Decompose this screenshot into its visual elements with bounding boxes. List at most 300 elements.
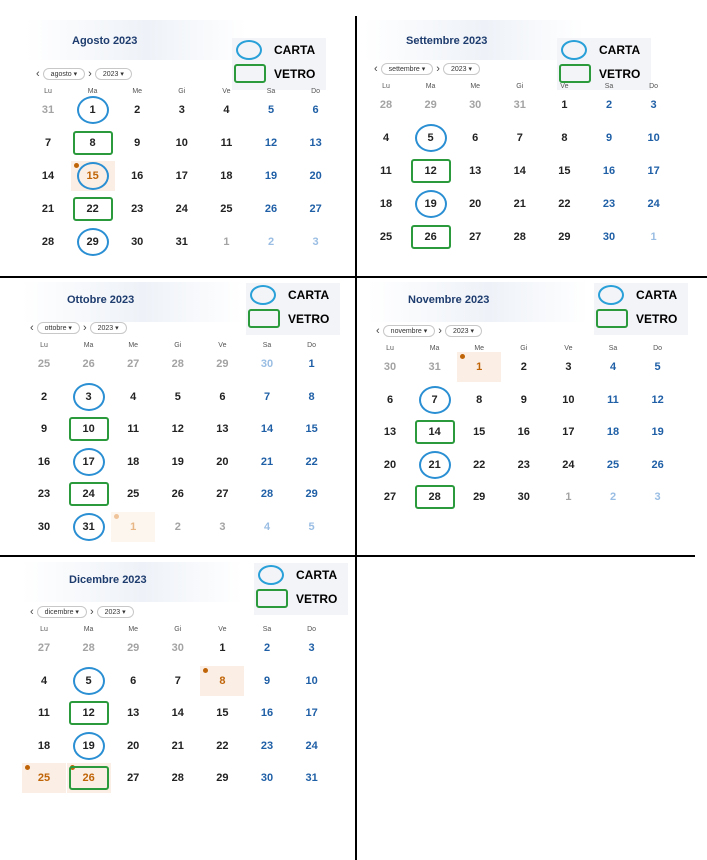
- day-cell[interactable]: [457, 450, 501, 480]
- day-number: 5: [85, 674, 92, 687]
- day-cell[interactable]: [67, 666, 111, 696]
- weekday-label: Do: [307, 626, 317, 633]
- day-cell[interactable]: [111, 731, 155, 761]
- day-number: 21: [260, 455, 274, 468]
- day-cell[interactable]: [364, 222, 408, 252]
- day-cell[interactable]: [111, 479, 155, 509]
- day-cell[interactable]: [632, 189, 676, 219]
- day-cell[interactable]: [591, 385, 635, 415]
- day-cell[interactable]: [546, 417, 590, 447]
- weekday-label: Sa: [262, 626, 272, 633]
- day-cell[interactable]: [156, 698, 200, 728]
- weekday-label: Sa: [604, 83, 614, 90]
- day-number: 19: [82, 739, 95, 752]
- chevron-right-icon[interactable]: ›: [88, 68, 92, 80]
- day-cell[interactable]: [290, 763, 334, 793]
- year-select[interactable]: [443, 63, 480, 75]
- weekday-label: Ve: [218, 342, 227, 349]
- day-number: 17: [562, 426, 575, 439]
- day-cell[interactable]: [457, 417, 501, 447]
- vetro-rectangle-icon: [256, 589, 288, 608]
- day-cell[interactable]: [587, 222, 631, 252]
- day-cell[interactable]: [290, 414, 334, 444]
- day-cell[interactable]: [591, 417, 635, 447]
- weekday-label: Ve: [560, 83, 569, 90]
- day-number: 13: [309, 137, 322, 149]
- day-cell[interactable]: [502, 417, 546, 447]
- day-number: 27: [469, 231, 482, 243]
- day-cell[interactable]: [156, 731, 200, 761]
- caret-down-icon: ▾: [468, 328, 474, 335]
- month-select[interactable]: [381, 63, 434, 75]
- day-number: 9: [263, 674, 271, 687]
- day-number: 4: [223, 104, 230, 116]
- year-select-value: 2023: [97, 325, 114, 332]
- day-number: 29: [424, 99, 437, 111]
- month-panel-dicembre: [22, 562, 352, 822]
- day-cell[interactable]: [67, 447, 111, 477]
- day-cell[interactable]: [200, 479, 244, 509]
- day-cell[interactable]: [591, 352, 635, 382]
- carta-circle-icon: [236, 40, 262, 60]
- day-cell[interactable]: [368, 352, 412, 382]
- day-number: 27: [216, 488, 229, 501]
- day-cell[interactable]: [204, 194, 248, 224]
- day-cell[interactable]: [26, 95, 70, 125]
- day-cell[interactable]: [364, 90, 408, 120]
- day-cell[interactable]: [294, 227, 338, 257]
- day-cell[interactable]: [632, 90, 676, 120]
- day-number: 11: [38, 707, 50, 720]
- day-cell[interactable]: [368, 482, 412, 512]
- day-cell[interactable]: [22, 698, 66, 728]
- chevron-left-icon[interactable]: ‹: [376, 325, 380, 337]
- day-cell[interactable]: [67, 731, 111, 761]
- day-cell[interactable]: [413, 385, 457, 415]
- day-cell[interactable]: [290, 382, 334, 412]
- weekday-label: Gi: [520, 345, 528, 352]
- day-cell[interactable]: [67, 382, 111, 412]
- legend-vetro-label: VETRO: [288, 312, 330, 326]
- day-number: 25: [37, 772, 51, 785]
- day-number: 8: [308, 390, 315, 403]
- year-select[interactable]: [445, 325, 482, 337]
- day-cell[interactable]: [457, 385, 501, 415]
- day-cell[interactable]: [290, 633, 334, 663]
- year-select[interactable]: [97, 606, 134, 618]
- day-cell[interactable]: [111, 382, 155, 412]
- day-cell[interactable]: [502, 450, 546, 480]
- day-cell[interactable]: [245, 479, 289, 509]
- chevron-right-icon[interactable]: ›: [438, 325, 442, 337]
- caret-down-icon: ▾: [421, 328, 428, 335]
- day-number: 23: [131, 203, 144, 215]
- month-select[interactable]: [43, 68, 86, 80]
- chevron-left-icon[interactable]: ‹: [36, 68, 40, 80]
- day-cell[interactable]: [204, 161, 248, 191]
- day-cell[interactable]: [111, 633, 155, 663]
- day-cell[interactable]: [636, 450, 680, 480]
- day-cell[interactable]: [22, 666, 66, 696]
- day-number: 30: [602, 231, 616, 243]
- day-number: 30: [131, 236, 144, 248]
- day-cell[interactable]: [290, 666, 334, 696]
- day-cell[interactable]: [156, 479, 200, 509]
- day-number: 1: [476, 361, 483, 373]
- caret-down-icon: ▾: [73, 609, 79, 616]
- day-cell[interactable]: [587, 189, 631, 219]
- day-cell[interactable]: [111, 698, 155, 728]
- day-number: 24: [175, 203, 188, 215]
- chevron-left-icon[interactable]: ‹: [30, 322, 34, 334]
- day-cell[interactable]: [457, 482, 501, 512]
- day-cell[interactable]: [200, 698, 244, 728]
- day-cell[interactable]: [409, 156, 453, 186]
- day-cell[interactable]: [591, 450, 635, 480]
- weekday-label: Lu: [44, 88, 52, 95]
- day-cell[interactable]: [67, 633, 111, 663]
- day-cell[interactable]: [156, 382, 200, 412]
- day-cell[interactable]: [156, 447, 200, 477]
- day-cell[interactable]: [368, 450, 412, 480]
- day-cell[interactable]: [156, 349, 200, 379]
- day-cell[interactable]: [22, 731, 66, 761]
- day-cell[interactable]: [71, 227, 115, 257]
- day-number: 2: [134, 104, 141, 116]
- day-cell[interactable]: [502, 352, 546, 382]
- day-cell[interactable]: [115, 194, 159, 224]
- day-number: 14: [171, 707, 184, 720]
- day-cell[interactable]: [546, 482, 590, 512]
- day-cell[interactable]: [498, 90, 542, 120]
- day-cell[interactable]: [453, 156, 497, 186]
- day-cell[interactable]: [245, 633, 289, 663]
- day-cell[interactable]: [160, 161, 204, 191]
- day-cell[interactable]: [204, 95, 248, 125]
- day-cell[interactable]: [156, 666, 200, 696]
- day-number: 3: [650, 99, 657, 111]
- vetro-rectangle-icon: [234, 64, 266, 83]
- day-number: 18: [37, 739, 51, 752]
- day-cell[interactable]: [67, 512, 111, 542]
- day-cell[interactable]: [156, 763, 200, 793]
- day-cell[interactable]: [71, 95, 115, 125]
- day-number: 25: [37, 358, 51, 370]
- day-cell[interactable]: [111, 666, 155, 696]
- day-cell[interactable]: [160, 128, 204, 158]
- day-cell[interactable]: [636, 417, 680, 447]
- day-cell[interactable]: [249, 95, 293, 125]
- day-cell[interactable]: [200, 349, 244, 379]
- day-cell[interactable]: [502, 482, 546, 512]
- day-cell[interactable]: [156, 414, 200, 444]
- day-number: 20: [309, 170, 322, 182]
- day-cell[interactable]: [115, 128, 159, 158]
- holiday-dot-icon: [25, 765, 30, 770]
- day-cell[interactable]: [67, 763, 111, 793]
- horizontal-divider: [0, 276, 707, 278]
- day-cell[interactable]: [160, 95, 204, 125]
- day-cell[interactable]: [364, 189, 408, 219]
- day-cell[interactable]: [290, 447, 334, 477]
- day-cell[interactable]: [632, 156, 676, 186]
- day-cell[interactable]: [368, 385, 412, 415]
- day-cell[interactable]: [249, 227, 293, 257]
- day-cell[interactable]: [200, 633, 244, 663]
- day-cell[interactable]: [111, 763, 155, 793]
- day-cell[interactable]: [67, 349, 111, 379]
- carta-circle-icon: [561, 40, 587, 60]
- day-number: 23: [260, 739, 274, 752]
- day-number: 31: [82, 521, 95, 533]
- day-number: 26: [171, 488, 184, 501]
- day-cell[interactable]: [636, 482, 680, 512]
- day-cell[interactable]: [67, 414, 111, 444]
- day-cell[interactable]: [294, 128, 338, 158]
- day-number: 1: [308, 358, 315, 370]
- month-panel-ottobre: [22, 282, 352, 542]
- day-cell[interactable]: [71, 161, 115, 191]
- day-cell[interactable]: [249, 161, 293, 191]
- legend-vetro-label: VETRO: [296, 592, 338, 606]
- day-cell[interactable]: [204, 227, 248, 257]
- day-cell[interactable]: [409, 189, 453, 219]
- day-cell[interactable]: [22, 633, 66, 663]
- day-number: 19: [264, 170, 278, 182]
- day-cell[interactable]: [200, 763, 244, 793]
- month-panel-agosto: [26, 20, 356, 280]
- day-cell[interactable]: [115, 227, 159, 257]
- day-cell[interactable]: [245, 512, 289, 542]
- day-cell[interactable]: [542, 156, 586, 186]
- day-number: 1: [561, 99, 568, 111]
- day-number: 3: [178, 104, 185, 116]
- day-cell[interactable]: [546, 385, 590, 415]
- day-cell[interactable]: [22, 763, 66, 793]
- day-cell[interactable]: [290, 698, 334, 728]
- day-cell[interactable]: [498, 123, 542, 153]
- day-cell[interactable]: [409, 123, 453, 153]
- day-cell[interactable]: [22, 447, 66, 477]
- day-cell[interactable]: [364, 156, 408, 186]
- day-cell[interactable]: [636, 385, 680, 415]
- day-cell[interactable]: [368, 417, 412, 447]
- weekday-label: Ve: [564, 345, 573, 352]
- day-cell[interactable]: [502, 385, 546, 415]
- weekday-label: Gi: [174, 342, 182, 349]
- weekday-label: Me: [474, 345, 485, 352]
- month-panel-novembre: [368, 282, 698, 542]
- day-cell[interactable]: [200, 447, 244, 477]
- day-cell[interactable]: [587, 90, 631, 120]
- day-number: 5: [427, 132, 434, 144]
- day-number: 20: [127, 739, 140, 752]
- day-cell[interactable]: [546, 450, 590, 480]
- caret-down-icon: ▾: [118, 71, 124, 78]
- day-cell[interactable]: [245, 698, 289, 728]
- day-number: 6: [312, 104, 319, 116]
- day-cell[interactable]: [22, 414, 66, 444]
- day-cell[interactable]: [453, 222, 497, 252]
- day-cell[interactable]: [22, 479, 66, 509]
- day-cell[interactable]: [156, 633, 200, 663]
- day-number: 29: [558, 231, 571, 243]
- month-select[interactable]: [37, 322, 80, 334]
- day-number: 17: [305, 707, 318, 720]
- day-cell[interactable]: [290, 479, 334, 509]
- legend-carta-label: CARTA: [274, 43, 316, 57]
- day-cell[interactable]: [294, 95, 338, 125]
- day-cell[interactable]: [542, 222, 586, 252]
- day-number: 12: [82, 707, 95, 720]
- day-number: 8: [219, 674, 226, 687]
- day-number: 23: [602, 198, 616, 210]
- day-number: 26: [424, 231, 437, 243]
- month-select[interactable]: [383, 325, 436, 337]
- year-select[interactable]: [95, 68, 132, 80]
- day-cell[interactable]: [245, 349, 289, 379]
- day-cell[interactable]: [457, 352, 501, 382]
- day-cell[interactable]: [413, 352, 457, 382]
- day-cell[interactable]: [245, 447, 289, 477]
- weekday-label: Ma: [87, 88, 98, 95]
- day-cell[interactable]: [290, 349, 334, 379]
- day-cell[interactable]: [453, 189, 497, 219]
- day-cell[interactable]: [245, 414, 289, 444]
- day-cell[interactable]: [22, 382, 66, 412]
- day-cell[interactable]: [290, 512, 334, 542]
- day-cell[interactable]: [542, 189, 586, 219]
- day-number: 30: [171, 642, 184, 654]
- chevron-left-icon[interactable]: ‹: [30, 606, 34, 618]
- day-cell[interactable]: [498, 189, 542, 219]
- day-cell[interactable]: [156, 512, 200, 542]
- day-cell[interactable]: [413, 450, 457, 480]
- caret-down-icon: ▾: [120, 609, 126, 616]
- day-cell[interactable]: [453, 123, 497, 153]
- day-cell[interactable]: [364, 123, 408, 153]
- weekday-label: Ma: [83, 342, 94, 349]
- day-number: 29: [216, 772, 229, 785]
- day-cell[interactable]: [200, 666, 244, 696]
- day-cell[interactable]: [160, 227, 204, 257]
- day-cell[interactable]: [409, 90, 453, 120]
- day-cell[interactable]: [245, 666, 289, 696]
- carta-circle-icon: [250, 285, 276, 305]
- day-cell[interactable]: [587, 123, 631, 153]
- day-cell[interactable]: [294, 161, 338, 191]
- month-select[interactable]: [37, 606, 87, 618]
- day-cell[interactable]: [546, 352, 590, 382]
- day-number: 3: [654, 491, 661, 504]
- day-cell[interactable]: [22, 512, 66, 542]
- day-cell[interactable]: [290, 731, 334, 761]
- day-number: 29: [305, 488, 318, 501]
- day-number: 8: [561, 132, 568, 144]
- weekday-label: Sa: [262, 342, 272, 349]
- day-cell[interactable]: [111, 512, 155, 542]
- chevron-left-icon[interactable]: ‹: [374, 63, 378, 75]
- chevron-right-icon[interactable]: ›: [436, 63, 440, 75]
- day-cell[interactable]: [111, 447, 155, 477]
- day-number: 30: [260, 772, 274, 785]
- weekday-label: Ve: [222, 88, 231, 95]
- day-cell[interactable]: [71, 128, 115, 158]
- day-number: 14: [513, 165, 526, 177]
- day-number: 15: [558, 165, 571, 177]
- chevron-right-icon[interactable]: ›: [89, 606, 94, 618]
- day-cell[interactable]: [294, 194, 338, 224]
- day-cell[interactable]: [632, 222, 676, 252]
- day-number: 21: [428, 458, 441, 471]
- caret-down-icon: ▾: [71, 71, 78, 78]
- day-cell[interactable]: [200, 382, 244, 412]
- day-cell[interactable]: [498, 222, 542, 252]
- day-cell[interactable]: [498, 156, 542, 186]
- month-select-value: agosto: [50, 71, 72, 78]
- day-cell[interactable]: [632, 123, 676, 153]
- day-cell[interactable]: [245, 731, 289, 761]
- day-cell[interactable]: [67, 698, 111, 728]
- day-cell[interactable]: [409, 222, 453, 252]
- day-number: 20: [469, 198, 482, 210]
- day-cell[interactable]: [22, 349, 66, 379]
- day-cell[interactable]: [249, 194, 293, 224]
- day-cell[interactable]: [453, 90, 497, 120]
- day-cell[interactable]: [71, 194, 115, 224]
- day-cell[interactable]: [160, 194, 204, 224]
- weekday-label: Lu: [40, 626, 48, 633]
- day-cell[interactable]: [200, 512, 244, 542]
- day-number: 16: [37, 455, 51, 468]
- day-cell[interactable]: [67, 479, 111, 509]
- day-cell[interactable]: [249, 128, 293, 158]
- day-number: 12: [424, 165, 437, 177]
- day-cell[interactable]: [413, 482, 457, 512]
- day-cell[interactable]: [245, 382, 289, 412]
- day-number: 14: [260, 423, 274, 436]
- day-cell[interactable]: [115, 95, 159, 125]
- day-cell[interactable]: [591, 482, 635, 512]
- day-cell[interactable]: [200, 414, 244, 444]
- chevron-right-icon[interactable]: ›: [82, 322, 87, 334]
- horizontal-divider: [0, 555, 695, 557]
- weekday-label: Sa: [608, 345, 618, 352]
- day-cell[interactable]: [636, 352, 680, 382]
- day-number: 11: [220, 137, 233, 149]
- day-cell[interactable]: [204, 128, 248, 158]
- day-cell[interactable]: [542, 90, 586, 120]
- day-cell[interactable]: [200, 731, 244, 761]
- day-cell[interactable]: [587, 156, 631, 186]
- day-cell[interactable]: [542, 123, 586, 153]
- day-number: 18: [127, 455, 140, 468]
- day-number: 22: [558, 198, 571, 210]
- holiday-dot-icon: [460, 354, 465, 359]
- day-number: 8: [89, 137, 96, 149]
- day-cell[interactable]: [111, 414, 155, 444]
- day-cell[interactable]: [115, 161, 159, 191]
- day-number: 2: [605, 99, 613, 111]
- day-cell[interactable]: [26, 227, 70, 257]
- day-cell[interactable]: [111, 349, 155, 379]
- day-cell[interactable]: [413, 417, 457, 447]
- year-select[interactable]: [90, 322, 127, 334]
- day-cell[interactable]: [26, 161, 70, 191]
- day-cell[interactable]: [26, 194, 70, 224]
- day-cell[interactable]: [245, 763, 289, 793]
- day-cell[interactable]: [26, 128, 70, 158]
